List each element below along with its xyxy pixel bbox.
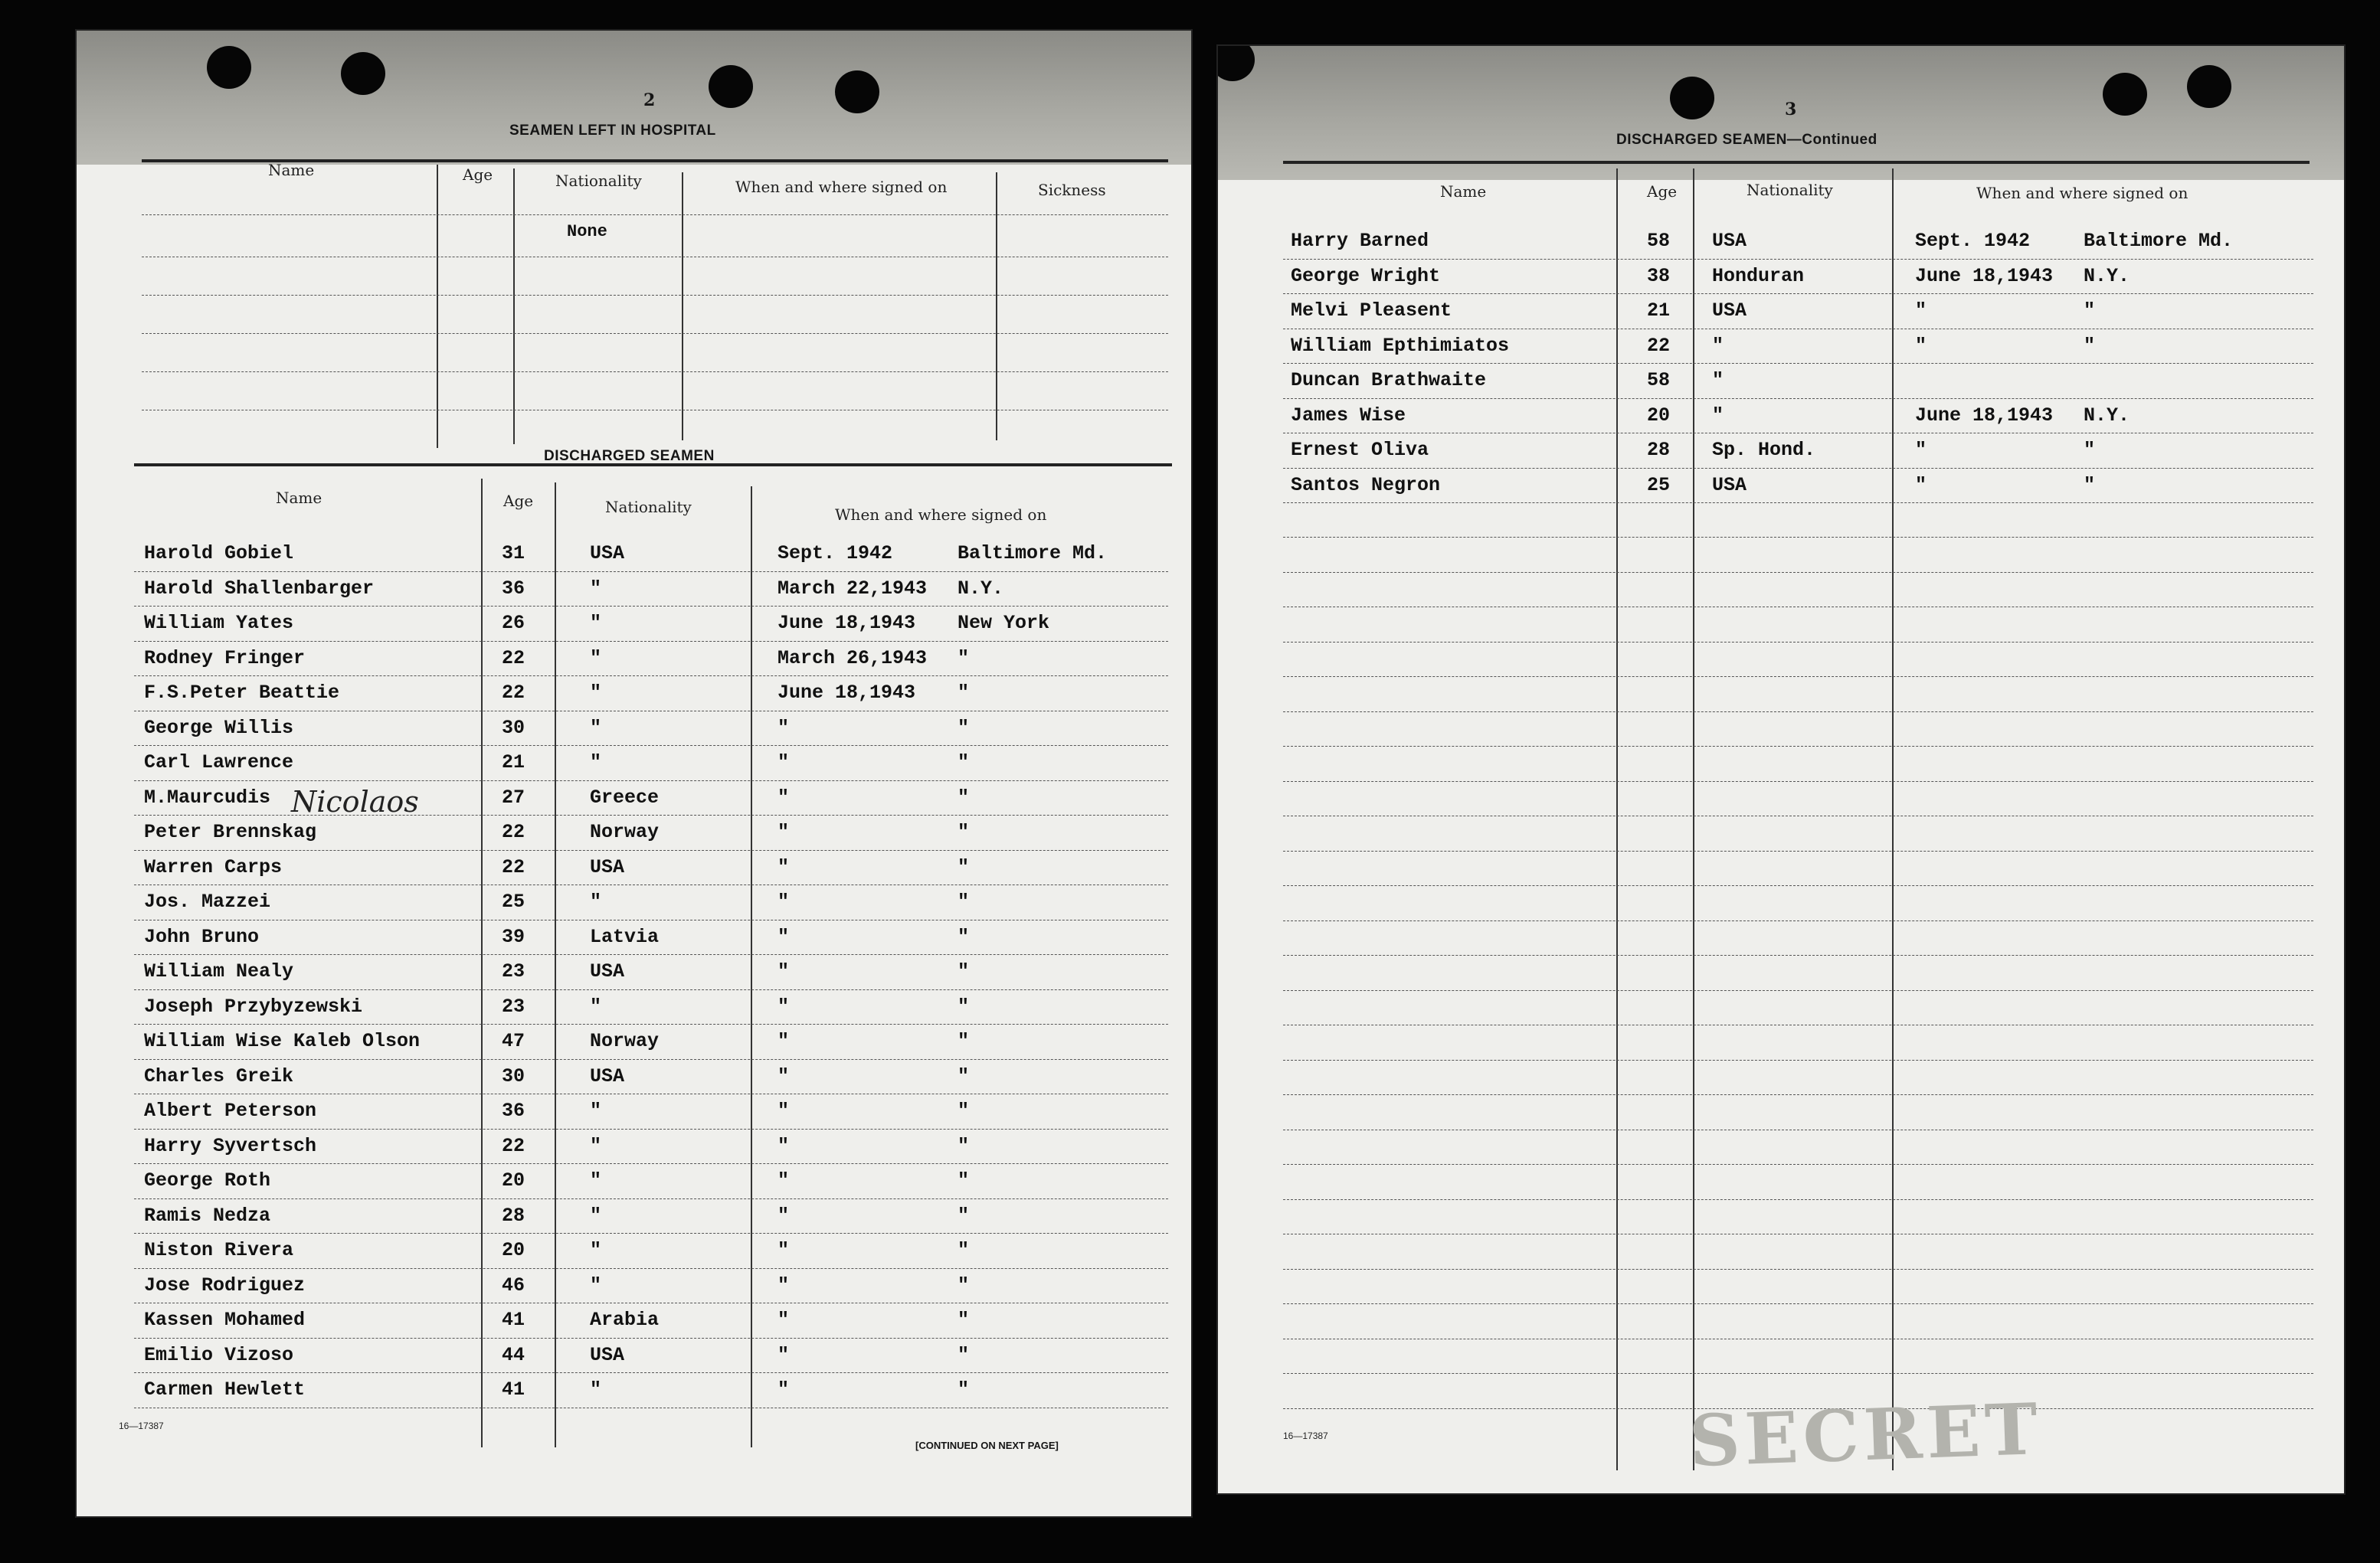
row-line <box>1283 851 2313 852</box>
cell-date: " <box>778 1030 790 1052</box>
cell-place: " <box>958 682 970 704</box>
cell-age: 26 <box>502 612 525 634</box>
cell-place: " <box>958 1030 970 1052</box>
cell-name: Melvi Pleasent <box>1291 299 1452 322</box>
cell-date: June 18,1943 <box>1915 264 2054 287</box>
cell-name: William Epthimiatos <box>1291 334 1510 357</box>
row-line <box>134 1024 1168 1025</box>
cell-age: 58 <box>1647 369 1671 391</box>
row-line <box>1283 1094 2313 1095</box>
cell-date: " <box>778 891 790 913</box>
continued-note: [CONTINUED ON NEXT PAGE] <box>915 1440 1059 1451</box>
cell-place: N.Y. <box>2084 264 2130 287</box>
cell-age: 46 <box>502 1274 525 1297</box>
page-number: 3 <box>1785 100 1797 119</box>
cell-nationality: USA <box>590 855 625 878</box>
cell-date: " <box>778 855 790 878</box>
row-line <box>1283 468 2313 469</box>
cell-date: Sept. 1942 <box>778 542 893 564</box>
cell-name: Rodney Fringer <box>144 646 306 669</box>
cell-place: " <box>2084 299 2096 322</box>
cell-name: Jos. Mazzei <box>144 891 271 913</box>
cell-age: 21 <box>1647 299 1671 322</box>
cell-nationality: USA <box>590 960 625 983</box>
cell-name: Harry Barned <box>1291 230 1429 252</box>
cell-date: " <box>1915 334 1927 357</box>
cell-nationality: " <box>590 891 602 913</box>
row-line <box>142 371 1168 372</box>
cell-date: " <box>1915 299 1927 322</box>
cell-date: June 18,1943 <box>1915 404 2054 427</box>
row-line <box>134 1163 1168 1164</box>
cell-name: Jose Rodriguez <box>144 1274 306 1297</box>
cell-age: 28 <box>1647 439 1671 461</box>
column-divider <box>996 172 997 440</box>
cell-date: " <box>778 786 790 809</box>
row-line <box>134 641 1168 642</box>
cell-nationality: Norway <box>590 1030 660 1052</box>
row-line <box>1283 1164 2313 1165</box>
cell-place: " <box>958 1309 970 1331</box>
cell-date: " <box>778 1239 790 1261</box>
cell-age: 20 <box>1647 404 1671 427</box>
cell-date: " <box>1915 473 1927 496</box>
row-line <box>1283 259 2313 260</box>
cell-place: " <box>958 1343 970 1366</box>
cell-nationality: " <box>590 612 602 634</box>
cell-age: 22 <box>1647 334 1671 357</box>
cell-name: James Wise <box>1291 404 1406 427</box>
cell-age: 44 <box>502 1343 525 1366</box>
row-line <box>1283 1303 2313 1304</box>
cell-place: " <box>958 925 970 948</box>
row-line <box>134 1268 1168 1269</box>
row-line <box>134 1059 1168 1060</box>
cell-date: " <box>778 925 790 948</box>
cell-name: William Wise Kaleb Olson <box>144 1030 421 1052</box>
cell-place: " <box>958 1064 970 1087</box>
cell-age: 21 <box>502 751 525 773</box>
cell-nationality: " <box>590 1204 602 1227</box>
row-line <box>134 1233 1168 1234</box>
cell-nationality: USA <box>1712 230 1747 252</box>
hospital-entry: None <box>567 222 607 241</box>
row-line <box>134 745 1168 746</box>
cell-nationality: " <box>590 995 602 1018</box>
row-line <box>1283 990 2313 991</box>
cell-name: Albert Peterson <box>144 1100 317 1122</box>
cell-date: " <box>778 821 790 843</box>
cell-nationality: USA <box>1712 473 1747 496</box>
cell-nationality: " <box>590 1169 602 1192</box>
cell-nationality: " <box>590 682 602 704</box>
hospital-header-nationality: Nationality <box>555 172 642 190</box>
cell-place: " <box>958 1204 970 1227</box>
row-line <box>134 989 1168 990</box>
cell-name: William Nealy <box>144 960 294 983</box>
form-number: 16—17387 <box>119 1421 164 1431</box>
row-line <box>1283 1373 2313 1374</box>
cell-place: " <box>958 751 970 773</box>
row-line <box>1283 920 2313 921</box>
cell-age: 41 <box>502 1309 525 1331</box>
cell-place: " <box>958 821 970 843</box>
cell-age: 25 <box>1647 473 1671 496</box>
cell-name: Warren Carps <box>144 855 283 878</box>
punch-hole <box>2103 73 2147 116</box>
cell-name: Harold Shallenbarger <box>144 577 375 600</box>
row-line <box>1283 1060 2313 1061</box>
cell-place: N.Y. <box>2084 404 2130 427</box>
discharged-header-name: Name <box>276 489 322 507</box>
cell-nationality: " <box>590 646 602 669</box>
cell-date: " <box>778 1064 790 1087</box>
cell-age: 39 <box>502 925 525 948</box>
cell-date: " <box>778 960 790 983</box>
row-line <box>134 954 1168 955</box>
row-line <box>1283 502 2313 503</box>
cell-age: 25 <box>502 891 525 913</box>
row-line <box>1283 293 2313 294</box>
cell-name: Joseph Przybyzewski <box>144 995 363 1018</box>
row-line <box>1283 781 2313 782</box>
row-line <box>1283 955 2313 956</box>
right-header-nationality: Nationality <box>1747 181 1833 199</box>
cell-age: 36 <box>502 577 525 600</box>
cell-nationality: " <box>590 1134 602 1157</box>
row-line <box>1283 642 2313 643</box>
cell-nationality: " <box>1712 369 1724 391</box>
cell-place: " <box>958 786 970 809</box>
cell-date: " <box>778 716 790 739</box>
cell-place: N.Y. <box>958 577 1004 600</box>
cell-place: " <box>958 1134 970 1157</box>
row-line <box>142 333 1168 334</box>
cell-place: " <box>2084 439 2096 461</box>
row-line <box>134 606 1168 607</box>
cell-nationality: " <box>590 1239 602 1261</box>
row-line <box>1283 676 2313 677</box>
cell-place: " <box>2084 473 2096 496</box>
row-line <box>1283 1269 2313 1270</box>
cell-age: 22 <box>502 1134 525 1157</box>
cell-name: George Wright <box>1291 264 1441 287</box>
cell-nationality: Arabia <box>590 1309 660 1331</box>
cell-age: 41 <box>502 1378 525 1401</box>
row-line <box>134 780 1168 781</box>
discharged-section-title: DISCHARGED SEAMEN <box>544 448 715 464</box>
cell-name: Harry Syvertsch <box>144 1134 317 1157</box>
cell-name: Charles Greik <box>144 1064 294 1087</box>
cell-nationality: " <box>1712 404 1724 427</box>
row-line <box>1283 711 2313 712</box>
row-line <box>1283 572 2313 573</box>
row-line <box>134 815 1168 816</box>
cell-nationality: " <box>590 1378 602 1401</box>
cell-date: " <box>778 1204 790 1227</box>
cell-name: William Yates <box>144 612 294 634</box>
cell-name: Harold Gobiel <box>144 542 294 564</box>
cell-date: " <box>778 1134 790 1157</box>
cell-date: " <box>778 1309 790 1331</box>
cell-name: Kassen Mohamed <box>144 1309 306 1331</box>
handwritten-name: Nicolaos <box>291 785 419 819</box>
row-line <box>1283 885 2313 886</box>
cell-date: " <box>778 995 790 1018</box>
row-line <box>1283 363 2313 364</box>
cell-age: 58 <box>1647 230 1671 252</box>
cell-place: Baltimore Md. <box>958 542 1108 564</box>
row-line <box>134 850 1168 851</box>
row-line <box>1283 537 2313 538</box>
cell-date: Sept. 1942 <box>1915 230 2031 252</box>
cell-place: New York <box>958 612 1050 634</box>
secret-stamp: SECRET <box>1688 1387 2044 1483</box>
cell-nationality: Honduran <box>1712 264 1805 287</box>
row-line <box>1283 1199 2313 1200</box>
cell-nationality: USA <box>590 542 625 564</box>
cell-age: 22 <box>502 855 525 878</box>
hospital-header-name: Name <box>268 161 315 179</box>
row-line <box>142 295 1168 296</box>
row-line <box>1283 398 2313 399</box>
cell-place: " <box>958 891 970 913</box>
row-line <box>134 571 1168 572</box>
right-header-age: Age <box>1647 182 1678 201</box>
cell-age: 31 <box>502 542 525 564</box>
discharged-header-nationality: Nationality <box>605 498 692 516</box>
cell-place: " <box>958 995 970 1018</box>
cell-place: " <box>2084 334 2096 357</box>
row-line <box>142 214 1168 215</box>
cell-name: Carmen Hewlett <box>144 1378 306 1401</box>
cell-name: Santos Negron <box>1291 473 1441 496</box>
cell-name: F.S.Peter Beattie <box>144 682 340 704</box>
cell-age: 30 <box>502 1064 525 1087</box>
row-line <box>134 1372 1168 1373</box>
cell-name: Niston Rivera <box>144 1239 294 1261</box>
cell-place: " <box>958 855 970 878</box>
cell-date: " <box>778 1378 790 1401</box>
cell-place: " <box>958 1378 970 1401</box>
cell-place: " <box>958 1274 970 1297</box>
cell-nationality: USA <box>590 1343 625 1366</box>
cell-date: June 18,1943 <box>778 612 916 634</box>
row-line <box>134 1198 1168 1199</box>
scan-shadow-band <box>1218 46 2344 180</box>
cell-age: 22 <box>502 646 525 669</box>
cell-nationality: Greece <box>590 786 660 809</box>
cell-nationality: " <box>590 1100 602 1122</box>
cell-age: 27 <box>502 786 525 809</box>
hospital-header-signed-on: When and where signed on <box>735 178 948 196</box>
punch-hole <box>2187 65 2231 108</box>
cell-date: March 26,1943 <box>778 646 928 669</box>
cell-nationality: USA <box>1712 299 1747 322</box>
cell-name: Peter Brennskag <box>144 821 317 843</box>
cell-place: " <box>958 1239 970 1261</box>
cell-age: 28 <box>502 1204 525 1227</box>
cell-age: 30 <box>502 716 525 739</box>
cell-age: 20 <box>502 1169 525 1192</box>
cell-nationality: " <box>590 577 602 600</box>
row-line <box>134 675 1168 676</box>
cell-age: 23 <box>502 960 525 983</box>
page-number: 2 <box>643 90 656 110</box>
cell-place: " <box>958 960 970 983</box>
left-page <box>77 31 1191 1516</box>
discharged-header-signed-on: When and where signed on <box>835 505 1047 524</box>
cell-age: 22 <box>502 821 525 843</box>
cell-name: John Bruno <box>144 925 260 948</box>
cell-place: " <box>958 646 970 669</box>
cell-name: George Roth <box>144 1169 271 1192</box>
cell-nationality: " <box>590 1274 602 1297</box>
cell-date: " <box>778 1343 790 1366</box>
cell-age: 22 <box>502 682 525 704</box>
hospital-section-title: SEAMEN LEFT IN HOSPITAL <box>509 123 716 139</box>
cell-date: " <box>778 1100 790 1122</box>
cell-name: Ramis Nedza <box>144 1204 271 1227</box>
column-divider <box>513 168 515 444</box>
cell-date: March 22,1943 <box>778 577 928 600</box>
cell-nationality: " <box>1712 334 1724 357</box>
cell-age: 23 <box>502 995 525 1018</box>
row-line <box>1283 746 2313 747</box>
cell-place: " <box>958 716 970 739</box>
row-line <box>134 1338 1168 1339</box>
hospital-header-sickness: Sickness <box>1038 181 1106 199</box>
form-number: 16—17387 <box>1283 1431 1328 1441</box>
cell-date: " <box>778 751 790 773</box>
punch-hole <box>207 46 251 89</box>
cell-age: 38 <box>1647 264 1671 287</box>
punch-hole <box>341 52 385 95</box>
cell-date: June 18,1943 <box>778 682 916 704</box>
cell-nationality: " <box>590 716 602 739</box>
cell-date: " <box>778 1169 790 1192</box>
discharged-header-age: Age <box>503 492 534 510</box>
cell-place: " <box>958 1169 970 1192</box>
cell-date: " <box>1915 439 1927 461</box>
column-divider <box>1892 168 1894 1470</box>
right-header-name: Name <box>1440 182 1487 201</box>
cell-name: Ernest Oliva <box>1291 439 1429 461</box>
cell-age: 20 <box>502 1239 525 1261</box>
cell-place: Baltimore Md. <box>2084 230 2234 252</box>
cell-name: Emilio Vizoso <box>144 1343 294 1366</box>
cell-name: M.Maurcudis <box>144 786 271 809</box>
cell-place: " <box>958 1100 970 1122</box>
column-divider <box>437 165 438 448</box>
punch-hole <box>835 70 879 113</box>
right-section-title: DISCHARGED SEAMEN—Continued <box>1616 132 1877 148</box>
section-rule <box>1283 161 2310 164</box>
cell-nationality: Norway <box>590 821 660 843</box>
hospital-header-age: Age <box>463 165 493 184</box>
right-page <box>1218 46 2344 1493</box>
column-divider <box>1693 168 1694 1470</box>
row-line <box>134 1129 1168 1130</box>
cell-nationality: Latvia <box>590 925 660 948</box>
column-divider <box>682 172 683 440</box>
cell-nationality: Sp. Hond. <box>1712 439 1816 461</box>
column-divider <box>1616 168 1618 1470</box>
cell-name: Duncan Brathwaite <box>1291 369 1487 391</box>
punch-hole <box>709 65 753 108</box>
punch-hole <box>1670 77 1714 119</box>
cell-age: 47 <box>502 1030 525 1052</box>
cell-name: George Willis <box>144 716 294 739</box>
right-header-signed-on: When and where signed on <box>1976 184 2188 202</box>
cell-age: 36 <box>502 1100 525 1122</box>
cell-nationality: USA <box>590 1064 625 1087</box>
cell-nationality: " <box>590 751 602 773</box>
cell-name: Carl Lawrence <box>144 751 294 773</box>
cell-date: " <box>778 1274 790 1297</box>
